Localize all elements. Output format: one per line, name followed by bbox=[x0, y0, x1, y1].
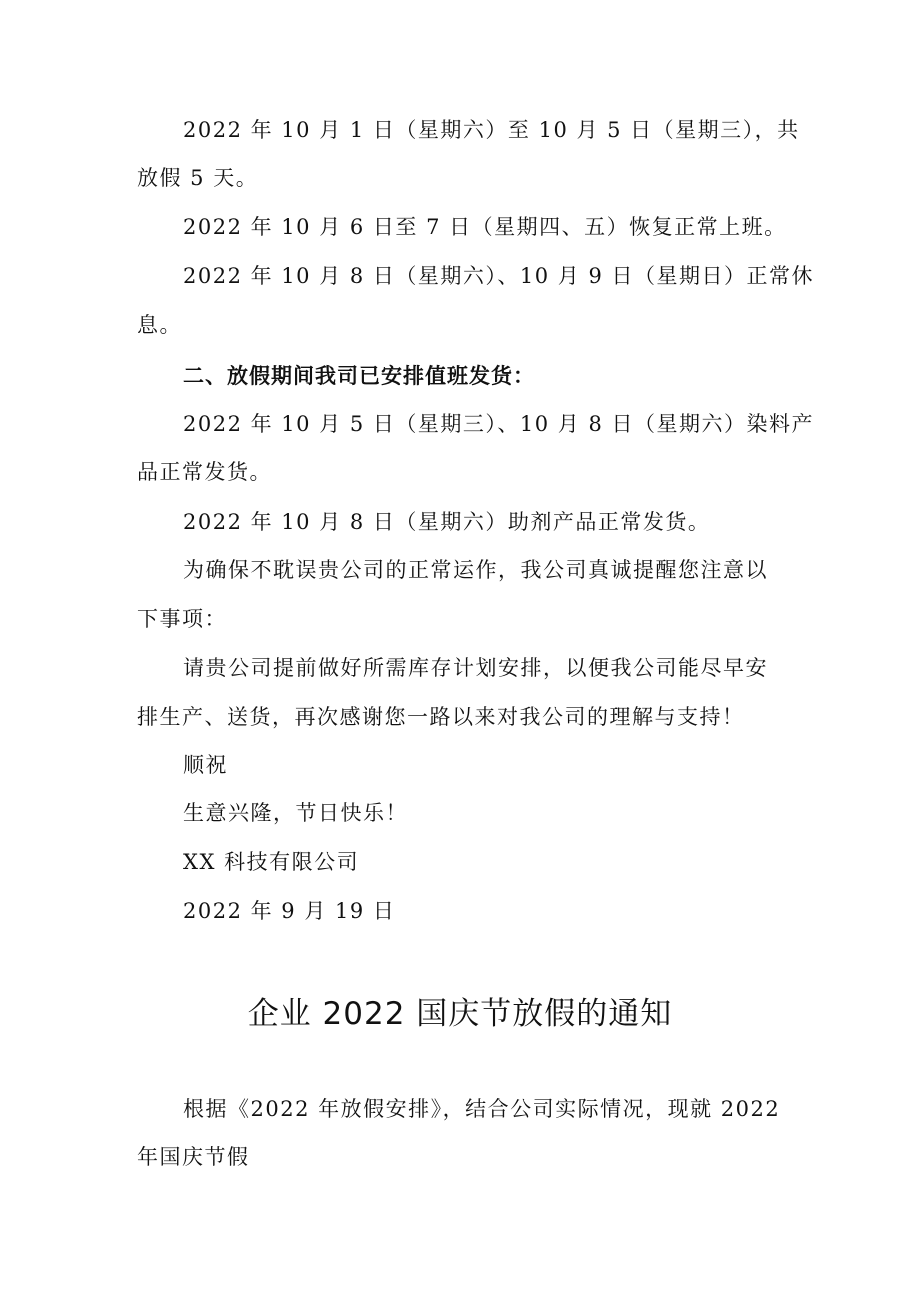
paragraph-line: 为确保不耽误贵公司的正常运作，我公司真诚提醒您注意以 bbox=[183, 558, 768, 582]
intro-line: 根据《2022 年放假安排》，结合公司实际情况，现就 2022 bbox=[183, 1097, 781, 1121]
paragraph-line: 请贵公司提前做好所需库存计划安排，以便我公司能尽早安 bbox=[183, 656, 768, 680]
date-line: 2022 年 9 月 19 日 bbox=[183, 899, 396, 923]
closing-line: 顺祝 bbox=[183, 753, 228, 777]
paragraph-line: 下事项： bbox=[137, 607, 227, 631]
document-title: 企业 2022 国庆节放假的通知 bbox=[247, 996, 673, 1032]
paragraph-line: 2022 年 10 月 1 日（星期六）至 10 月 5 日（星期三），共 bbox=[183, 118, 800, 142]
company-name: XX 科技有限公司 bbox=[183, 850, 360, 874]
paragraph-line: 2022 年 10 月 5 日（星期三）、10 月 8 日（星期六）染料产 bbox=[183, 412, 815, 436]
paragraph-line: 排生产、送货，再次感谢您一路以来对我公司的理解与支持！ bbox=[137, 705, 745, 729]
closing-line: 生意兴隆，节日快乐！ bbox=[183, 801, 408, 825]
paragraph-line: 2022 年 10 月 6 日至 7 日（星期四、五）恢复正常上班。 bbox=[183, 215, 787, 239]
paragraph-line: 放假 5 天。 bbox=[137, 166, 259, 190]
intro-line: 年国庆节假 bbox=[137, 1145, 250, 1169]
paragraph-line: 2022 年 10 月 8 日（星期六）助剂产品正常发货。 bbox=[183, 510, 711, 534]
paragraph-line: 2022 年 10 月 8 日（星期六）、10 月 9 日（星期日）正常休 bbox=[183, 264, 815, 288]
paragraph-line: 品正常发货。 bbox=[137, 460, 272, 484]
section-heading: 二、放假期间我司已安排值班发货： bbox=[183, 364, 535, 388]
paragraph-line: 息。 bbox=[137, 313, 182, 337]
